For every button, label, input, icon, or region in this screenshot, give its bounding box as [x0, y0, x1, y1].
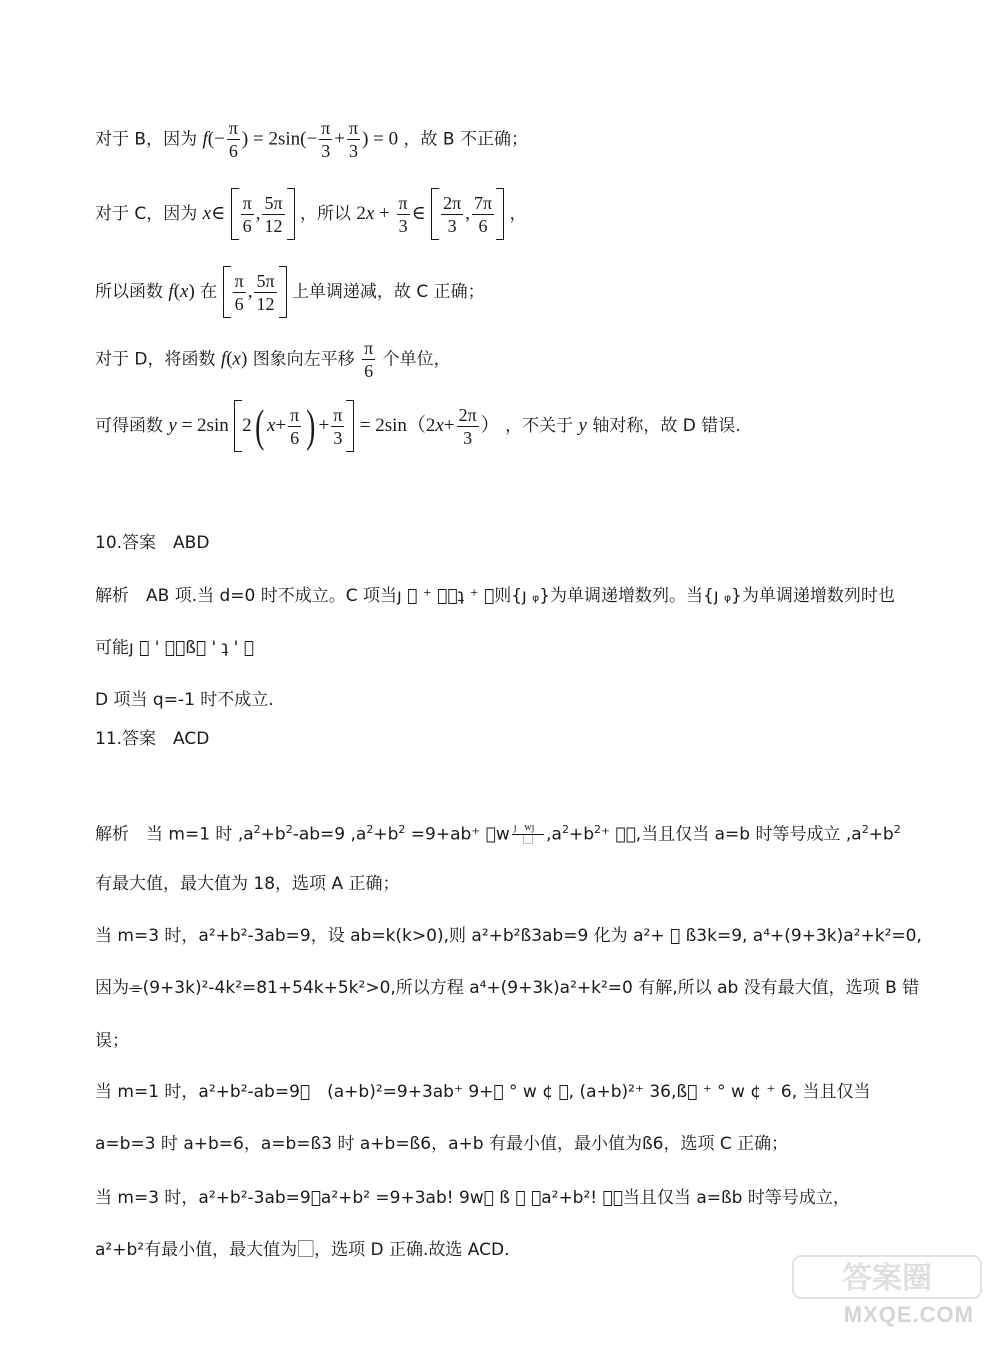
q11-analysis-line-4: 因为⌯(9+3k)²-4k²=81+54k+5k²>0,所以方程 a⁴+(9+3k)a²+k²=0 有解,所以 ab 没有最大值，选项 B 错 [95, 978, 920, 998]
q10-analysis-line-2: 可能ȷ ⃞ ' ⃞，ß⃞ ' ʇ ' ⃞ [95, 638, 254, 658]
text-d-post: 个单位， [382, 349, 451, 370]
solution-c-line-2: 所以函数 f(x) 在 $\frac{\pi}{6}$ , $\frac{5\pi}{12}$ 上单调递减，故 C 正确； [95, 266, 485, 318]
text-b-pre: 对于 B，因为 [95, 129, 198, 150]
text-c-pre: 对于 C，因为 [95, 204, 198, 224]
q10-analysis-line-3: D 项当 q=-1 时不成立. [95, 690, 274, 710]
watermark-site: MXQE.COM [843, 1302, 974, 1327]
text-c-mid: ，所以 [299, 204, 351, 224]
svg-text:答案圈: 答案圈 [842, 1261, 932, 1296]
q10-answer-title: 10.答案 ABD [95, 533, 210, 553]
math-frac: $\frac{\pi}{3}$ [321, 118, 331, 161]
text-c-post: ， [509, 204, 527, 224]
solution-b-line: 对于 B，因为 f(− $\frac{\pi}{6}$ ) = 2sin(− $\frac{\pi}{3}$ + $\frac{\pi}{3}$ ) = 0 ，故 B 不正确； [95, 118, 529, 161]
q11-analysis-line-3: 当 m=3 时，a²+b²-3ab=9，设 ab=k(k>0),则 a²+b²ß3ab=9 化为 a²+ ⃞ ß3k=9, a⁴+(9+3k)a²+k²=0, [95, 926, 922, 946]
q11-analysis-line-5: 误； [95, 1031, 129, 1051]
text-d2-post2: 轴对称，故 D 错误. [592, 416, 741, 436]
math-frac: $\frac{\pi}{3}$ [348, 118, 359, 161]
solution-d-line: 对于 D，将函数 f(x) 图象向左平移 $\frac{\pi}{6}$ 个单位， [95, 338, 451, 381]
watermark-logo-icon [792, 1254, 982, 1300]
text-c2-mid: 在 [200, 282, 218, 302]
q11-analysis-line-1: 解析 当 m=1 时 $,a^2+b^2-ab=9$ $,a^2+b^2 =9+ab^+$ ⃞w $\frac{ȷ⃞wȷ⃞}{⃞}$ $,a^2+b^2^+$ ⃞⃞,当且仅当 a=b 时等号成立 $,a^2+b^2$ [95, 822, 901, 847]
q11-analysis-line-9: a²+b²有最小值，最大值为⃞，选项 D 正确.故选 ACD. [95, 1240, 510, 1260]
text-c2-post: 上单调递减，故 C 正确； [291, 282, 485, 302]
math-frac: $\frac{\pi}{6}$ [228, 118, 238, 161]
watermark [792, 1254, 982, 1334]
q11-analysis-line-6: 当 m=1 时，a²+b²-ab=9， (a+b)²=9+3ab⁺ 9+⃞ ° w ¢ ⃞, (a+b)²⁺ 36,ß⃞ ⁺ ° w ¢ ⁺ 6, 当且仅当 [95, 1082, 871, 1102]
solution-d-line-2: 可得函数 y = 2sin 2( x+ $\frac{\pi}{6}$ ) + $\frac{\pi}{3}$ = 2sin（2x+ $\frac{2\pi}{3}$ ） ，不关于 y 轴对称，故 D 错误. [95, 400, 741, 451]
q11-analysis-line-8: 当 m=3 时，a²+b²-3ab=9，a²+b² =9+3ab! 9w⃞ ß ⃞ ，a²+b²! ⃞，当且仅当 a=ßb 时等号成立， [95, 1188, 850, 1208]
text-d-mid: 图象向左平移 [252, 349, 355, 370]
solution-c-line: 对于 C，因为 x∈ $\frac{\pi}{6}$ , $\frac{5\pi}{12}$ ，所以 2x + $\frac{\pi}{3}$ ∈ $\frac{2\pi}{3}$ , $\frac{7\pi}{6}$ ， [95, 188, 526, 240]
text-b-post: ，故 B 不正确； [403, 129, 529, 150]
math-f: f [202, 128, 208, 150]
q11-analysis-line-7: a=b=3 时 a+b=6，a=b=ß3 时 a+b=ß6，a+b 有最小值，最小值为ß6，选项 C 正确； [95, 1134, 789, 1154]
q11-analysis-line-2: 有最大值，最大值为 18，选项 A 正确； [95, 874, 400, 894]
text-d2-post: ，不关于 [505, 416, 574, 436]
text-c2-pre: 所以函数 [95, 282, 163, 302]
q10-analysis-line-1: 解析 AB 项.当 d=0 时不成立。C 项当ȷ ⃞ ⁺ ⃞，ʇ ⁺ ⃞则{ȷ ᵩ}为单调递增数列。当{ȷ ᵩ}为单调递增数列时也 [95, 586, 895, 606]
text-d2-pre: 可得函数 [95, 416, 163, 436]
q11-answer-title: 11.答案 ACD [95, 729, 210, 749]
text-d-pre: 对于 D，将函数 [95, 349, 216, 370]
